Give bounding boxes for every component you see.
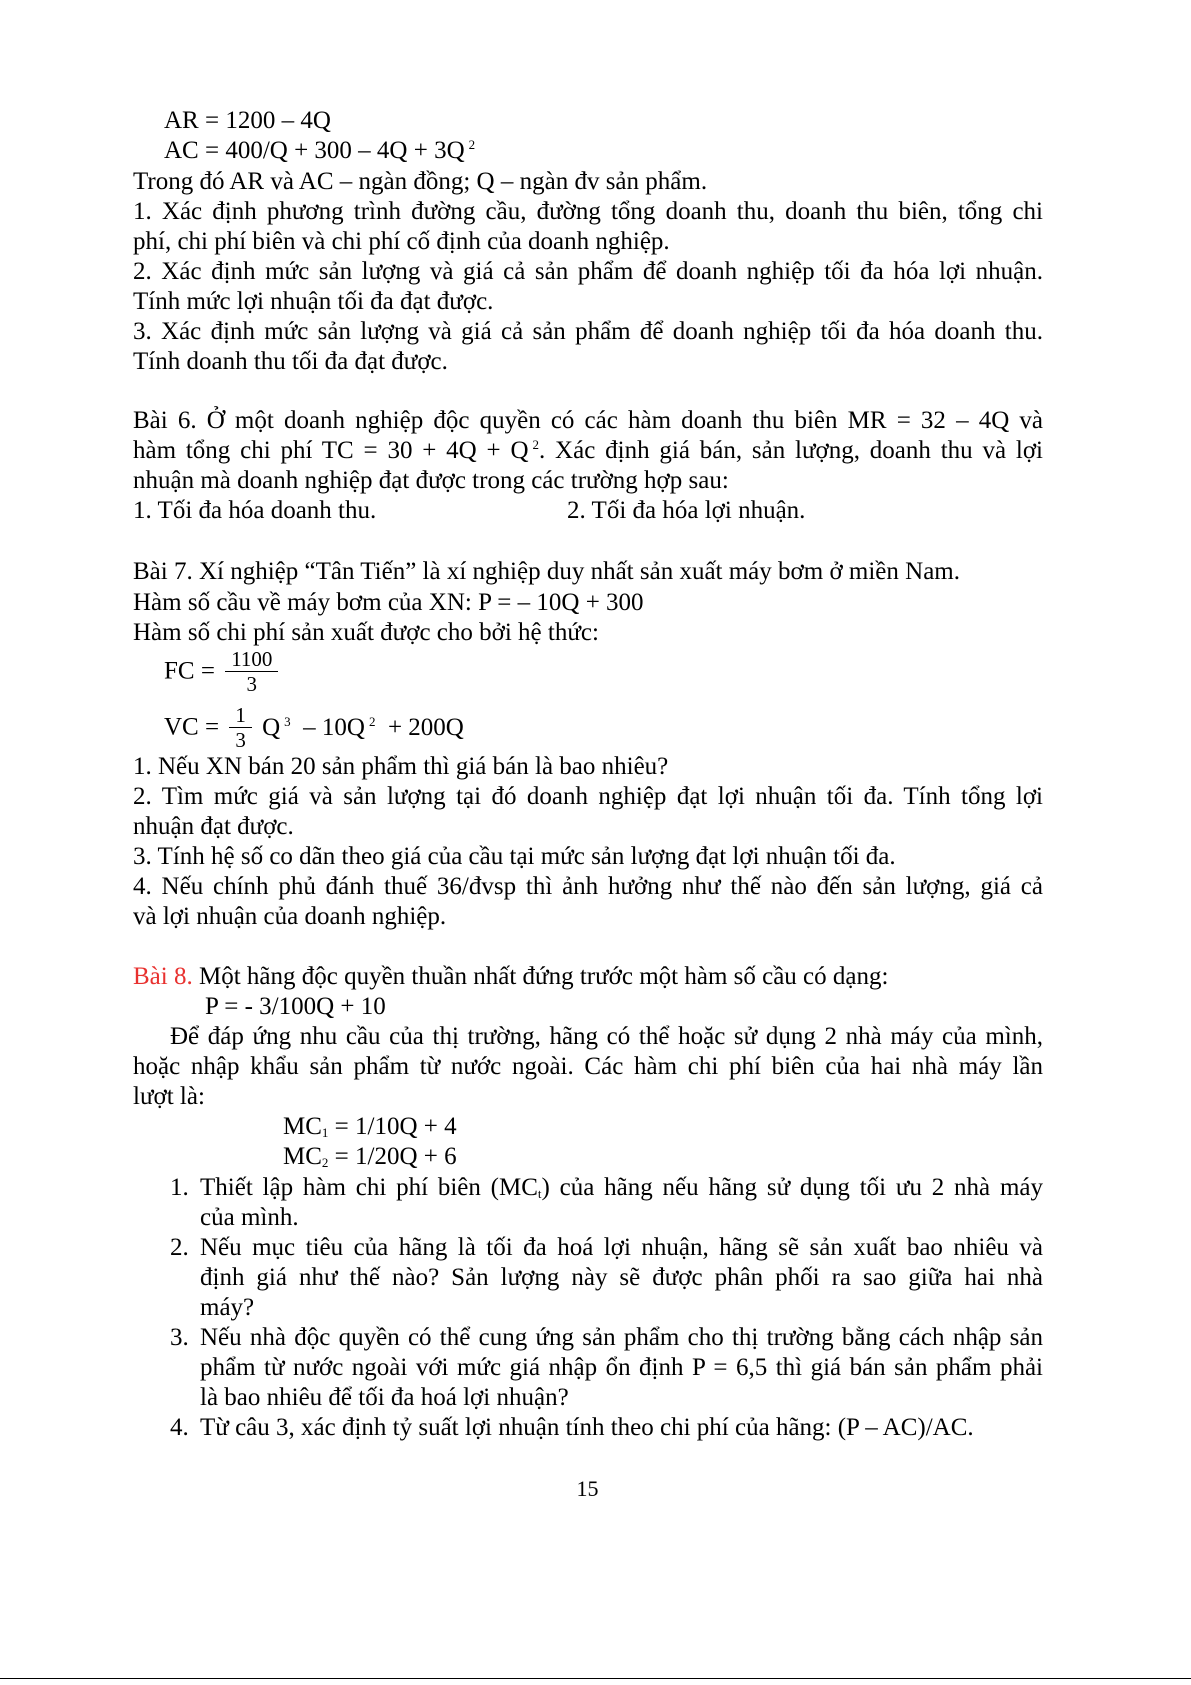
mc1-equation: $MC_1 = 1/10Q + 4$	[283, 1113, 457, 1140]
bai8-line-1: Bài 8. Một hãng độc quyền thuần nhất đứng trước một hàm số cầu có dạng:	[133, 963, 889, 990]
bai8-paragraph-line-1: Để đáp ứng nhu cầu của thị trường, hãng có thể hoặc sử dụng 2 nhà máy của mình,	[170, 1023, 1043, 1050]
page-number: 15	[576, 1476, 599, 1501]
bai8-item-3-line-3: là bao nhiêu để tối đa hoá lợi nhuận?	[200, 1384, 569, 1411]
bai7-question-4-line-2: và lợi nhuận của doanh nghiệp.	[133, 903, 447, 930]
bai6-line-3: nhuận mà doanh nghiệp đạt được trong các trường hợp sau:	[133, 467, 729, 494]
bai8-item-3-line-1: Nếu nhà độc quyền có thể cung ứng sản phẩm cho thị trường bằng cách nhập sản	[200, 1324, 1043, 1351]
bai8-item-2-number: 2.	[170, 1234, 189, 1261]
bai7-line-1: Bài 7. Xí nghiệp “Tân Tiến” là xí nghiệp duy nhất sản xuất máy bơm ở miền Nam.	[133, 558, 961, 585]
bai8-item-1-number: 1.	[170, 1174, 189, 1201]
question-1-line-2: phí, chi phí biên và chi phí cố định của doanh nghiệp.	[133, 228, 670, 255]
bai7-question-1: 1. Nếu XN bán 20 sản phẩm thì giá bán là bao nhiêu?	[133, 753, 669, 780]
bai8-item-1-line-2: của mình.	[200, 1204, 299, 1231]
bai7-line-2: Hàm số cầu về máy bơm của XN: P = – 10Q + 300	[133, 589, 644, 616]
mc2-equation: $MC_2 = 1/20Q + 6$	[283, 1143, 457, 1170]
bai8-item-2-line-2: định giá như thế nào? Sản lượng này sẽ được phân phối ra sao giữa hai nhà	[200, 1264, 1043, 1291]
question-3-line-2: Tính doanh thu tối đa đạt được.	[133, 348, 448, 375]
bai8-item-2-line-3: máy?	[200, 1294, 255, 1321]
bai8-item-4-number: 4.	[170, 1414, 189, 1441]
bai6-line-1: Bài 6. Ở một doanh nghiệp độc quyền có các hàm doanh thu biên MR = 32 – 4Q và	[133, 407, 1043, 434]
ac-equation: AC = 400/Q + 300 – 4Q + 3Q $^2$	[164, 137, 476, 164]
footer-divider	[0, 1678, 1191, 1679]
fc-fraction: $\frac{1100}{3}$	[225, 647, 278, 696]
units-note: Trong đó AR và AC – ngàn đồng; Q – ngàn đv sản phẩm.	[133, 168, 708, 195]
bai7-question-4-line-1: 4. Nếu chính phủ đánh thuế 36/đvsp thì ảnh hưởng như thế nào đến sản lượng, giá cả	[133, 873, 1043, 900]
bai8-paragraph-line-2: hoặc nhập khẩu sản phẩm từ nước ngoài. Các hàm chi phí biên của hai nhà máy lần	[133, 1053, 1043, 1080]
bai7-question-2-line-2: nhuận đạt được.	[133, 813, 294, 840]
bai7-question-3: 3. Tính hệ số co dãn theo giá của cầu tại mức sản lượng đạt lợi nhuận tối đa.	[133, 843, 896, 870]
bai8-item-1-line-1: Thiết lập hàm chi phí biên $(MC_t)$ của hãng nếu hãng sử dụng tối ưu 2 nhà máy	[200, 1174, 1043, 1201]
question-1-line-1: 1. Xác định phương trình đường cầu, đường tổng doanh thu, doanh thu biên, tổng chi	[133, 198, 1043, 225]
bai8-item-2-line-1: Nếu mục tiêu của hãng là tối đa hoá lợi nhuận, hãng sẽ sản xuất bao nhiêu và	[200, 1234, 1043, 1261]
bai6-option-2: 2. Tối đa hóa lợi nhuận.	[567, 497, 806, 524]
bai8-item-3-line-2: phẩm từ nước ngoài với mức giá nhập ổn định P = 6,5 thì giá bán sản phẩm phải	[200, 1354, 1043, 1381]
bai6-option-1: 1. Tối đa hóa doanh thu.	[133, 497, 377, 524]
bai8-item-3-number: 3.	[170, 1324, 189, 1351]
vc-formula: VC = $\frac{1}{3}$ Q $^3$ – 10Q $^2$ + 200Q	[164, 703, 464, 752]
bai8-paragraph-line-3: lượt là:	[133, 1083, 205, 1110]
bai7-question-2-line-1: 2. Tìm mức giá và sản lượng tại đó doanh nghiệp đạt lợi nhuận tối đa. Tính tổng lợi	[133, 783, 1043, 810]
bai8-label: Bài 8.	[133, 963, 193, 990]
question-3-line-1: 3. Xác định mức sản lượng và giá cả sản phẩm để doanh nghiệp tối đa hóa doanh thu.	[133, 318, 1043, 345]
vc-fraction: $\frac{1}{3}$	[229, 703, 252, 752]
ar-equation: AR = 1200 – 4Q	[164, 107, 331, 134]
question-2-line-1: 2. Xác định mức sản lượng và giá cả sản phẩm để doanh nghiệp tối đa hóa lợi nhuận.	[133, 258, 1043, 285]
bai6-line-2: hàm tổng chi phí TC = 30 + 4Q + Q $^2$. Xác định giá bán, sản lượng, doanh thu và lợi	[133, 437, 1043, 464]
bai8-item-4-line-1: Từ câu 3, xác định tỷ suất lợi nhuận tính theo chi phí của hãng: (P – AC)/AC.	[200, 1414, 974, 1441]
fc-formula: FC = $\frac{1100}{3}$	[164, 647, 282, 696]
question-2-line-2: Tính mức lợi nhuận tối đa đạt được.	[133, 288, 494, 315]
bai8-demand: P = - 3/100Q + 10	[205, 993, 386, 1020]
bai7-line-3: Hàm số chi phí sản xuất được cho bởi hệ thức:	[133, 619, 599, 646]
